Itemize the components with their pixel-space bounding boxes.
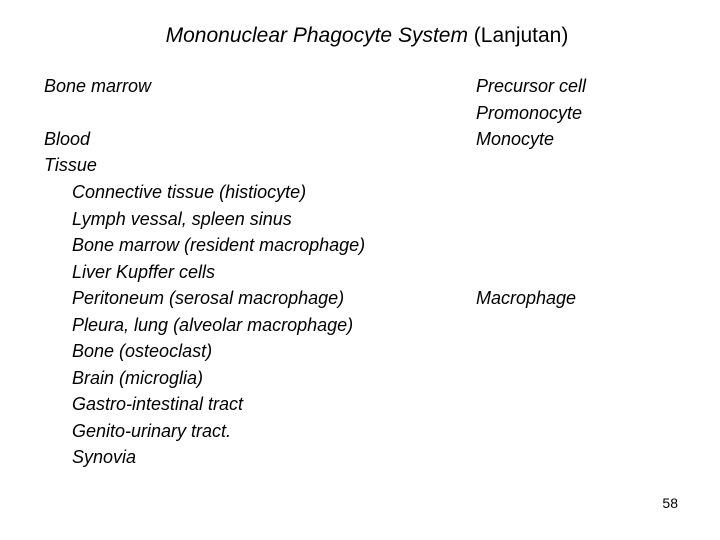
tissue-item-peritoneum: Peritoneum (serosal macrophage) bbox=[72, 288, 345, 308]
label-tissue: Tissue bbox=[44, 155, 97, 175]
tissue-item-genito: Genito-urinary tract. bbox=[72, 421, 232, 441]
title-suffix: (Lanjutan) bbox=[473, 24, 569, 47]
tissue-item-gastro: Gastro-intestinal tract bbox=[72, 394, 244, 414]
page-number: 58 bbox=[662, 495, 678, 511]
tissue-item-synovia: Synovia bbox=[72, 447, 137, 467]
label-monocyte: Monocyte bbox=[476, 129, 555, 149]
tissue-item-connective: Connective tissue (histiocyte) bbox=[72, 182, 307, 202]
tissue-item-bone: Bone (osteoclast) bbox=[72, 341, 213, 361]
slide-title bbox=[0, 24, 720, 48]
tissue-item-brain: Brain (microglia) bbox=[72, 368, 204, 388]
label-promonocyte: Promonocyte bbox=[476, 103, 583, 123]
tissue-item-lymph: Lymph vessal, spleen sinus bbox=[72, 209, 292, 229]
label-blood: Blood bbox=[44, 129, 91, 149]
tissue-item-pleura: Pleura, lung (alveolar macrophage) bbox=[72, 315, 354, 335]
label-precursor-cell: Precursor cell bbox=[476, 76, 587, 96]
label-macrophage: Macrophage bbox=[476, 288, 577, 308]
label-bone-marrow: Bone marrow bbox=[44, 76, 152, 96]
title-main: Mononuclear Phagocyte System bbox=[165, 24, 468, 47]
tissue-item-liver: Liver Kupffer cells bbox=[72, 262, 216, 282]
tissue-item-bone-marrow: Bone marrow (resident macrophage) bbox=[72, 235, 366, 255]
